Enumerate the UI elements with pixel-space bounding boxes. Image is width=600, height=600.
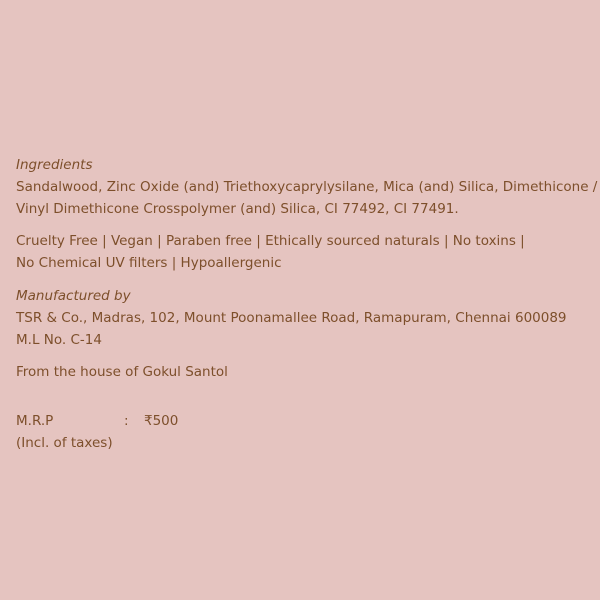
brand-house-text: From the house of Gokul Santol xyxy=(16,364,228,380)
manufacturer-address: TSR & Co., Madras, 102, Mount Poonamallee Road, Ramapuram, Chennai 600089 xyxy=(16,310,567,326)
manufacturing-license: M.L No. C-14 xyxy=(16,332,102,348)
mrp-value: ₹500 xyxy=(144,413,179,429)
ingredients-section xyxy=(16,154,596,220)
mrp-separator: : xyxy=(124,413,129,429)
mrp-row xyxy=(16,410,596,432)
manufacturer-section xyxy=(16,285,596,351)
claims-line-1: Cruelty Free | Vegan | Paraben free | Ethically sourced naturals | No toxins | xyxy=(16,233,525,249)
brand-house-section xyxy=(16,361,596,383)
mrp-label: M.R.P xyxy=(16,413,54,429)
ingredients-heading: Ingredients xyxy=(16,157,93,173)
ingredients-line-2: Vinyl Dimethicone Crosspolymer (and) Silica, CI 77492, CI 77491. xyxy=(16,201,459,217)
price-section xyxy=(16,410,596,454)
manufacturer-heading: Manufactured by xyxy=(16,288,131,304)
tax-note: (Incl. of taxes) xyxy=(16,435,113,451)
ingredients-line-1: Sandalwood, Zinc Oxide (and) Triethoxycaprylysilane, Mica (and) Silica, Dimethicone / xyxy=(16,179,598,195)
claims-line-2: No Chemical UV filters | Hypoallergenic xyxy=(16,255,282,271)
product-claims-section xyxy=(16,230,596,274)
